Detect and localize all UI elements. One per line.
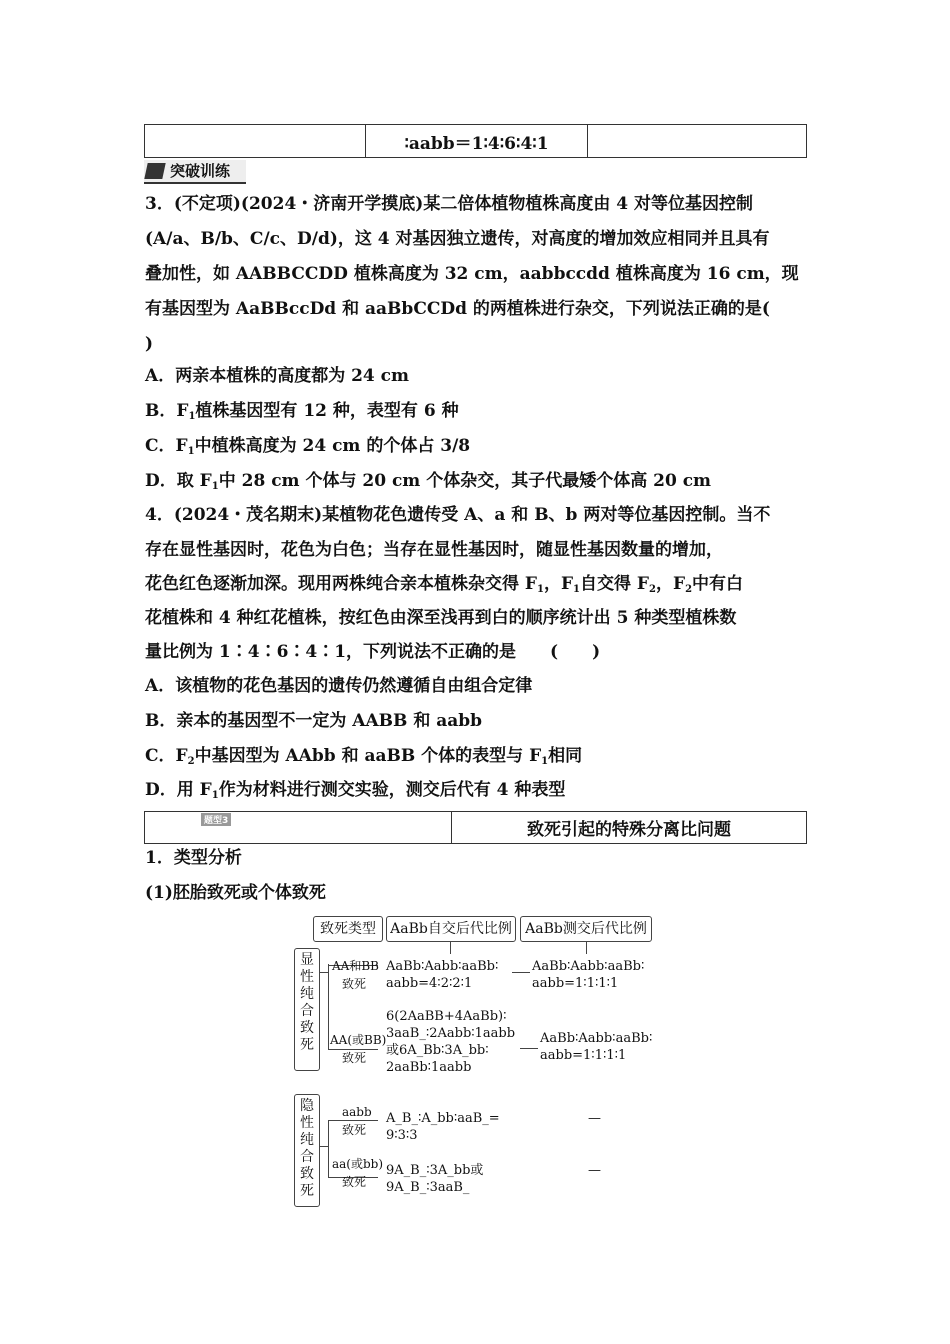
row2-type: AA(或BB) [330, 1033, 387, 1047]
row1-self: AaBb∶Aabb∶aaBb∶ aabb=4∶2∶2∶1 [386, 959, 499, 991]
q3-line: 3．(不定项)(2024・济南开学摸底)某二倍体植物植株高度由 4 对等位基因控制 [145, 194, 753, 214]
arrow-line [520, 1048, 538, 1049]
dominant-lethal-label: 显 性 纯 合 致 死 [294, 948, 320, 1071]
q3-line: (A/a、B/b、C/c、D/d)，这 4 对基因独立遗传，对高度的增加效应相同并且具有 [145, 229, 770, 249]
bracket [328, 1120, 329, 1178]
row4-test: — [588, 1163, 601, 1178]
section-tag: 题型3 [201, 813, 231, 826]
q4-line: 花色红色逐渐加深。现用两株纯合亲本植株杂交得 $F_1$，$F_1$自交得 $F_2$，$F_2$中有白 [145, 574, 744, 595]
recessive-lethal-label: 隐 性 纯 合 致 死 [294, 1094, 320, 1207]
q3-option-b: B．$F_1$植株基因型有 12 种，表型有 6 种 [145, 401, 459, 422]
heading-embryo-lethal: (1)胚胎致死或个体致死 [145, 883, 326, 903]
lethality-diagram [290, 910, 670, 1210]
row4-type: aa(或bb) [332, 1157, 384, 1171]
badge-label: 突破训练 [170, 162, 231, 180]
row2-self: 6(2AaBB+4AaBb)∶ 3aaB_∶2Aabb∶1aabb 或6A_Bb∶3A_bb∶ 2aaBb∶1aabb [386, 1009, 516, 1075]
row1-type-sub: 致死 [342, 977, 367, 991]
q3-option-a: A．两亲本植株的高度都为 24 cm [145, 366, 410, 386]
training-badge [144, 160, 246, 184]
pen-icon [144, 163, 165, 179]
bracket [328, 964, 329, 1050]
arrow-line [450, 942, 451, 954]
q4-option-a: A．该植物的花色基因的遗传仍然遵循自由组合定律 [145, 676, 533, 696]
q4-line: 量比例为 1∶4∶6∶4∶1，下列说法不正确的是 ( ) [145, 642, 601, 662]
q4-option-d: D．用 $F_1$作为材料进行测交实验，测交后代有 4 种表型 [145, 780, 566, 801]
q3-line: 有基因型为 AaBBccDd 和 aaBbCCDd 的两植株进行杂交，下列说法正确的是( [145, 299, 770, 319]
bracket [320, 1146, 328, 1147]
arrow-line [512, 972, 530, 973]
row1-type: AA和BB [332, 959, 379, 973]
q3-line: 叠加性，如 AABBCCDD 植株高度为 32 cm，aabbccdd 植株高度为 16 cm，现 [145, 264, 799, 284]
section-tag-cell [145, 812, 452, 844]
section-title: 致死引起的特殊分离比问题 [452, 812, 807, 844]
heading-type-analysis: 1．类型分析 [145, 848, 242, 868]
row3-self: A_B_∶A_bb∶aaB_= 9∶3∶3 [386, 1111, 500, 1143]
top-table-cell [145, 125, 366, 158]
row4-type-sub: 致死 [342, 1175, 367, 1189]
q4-line: 存在显性基因时，花色为白色；当存在显性基因时，随显性基因数量的增加， [145, 540, 723, 560]
q4-option-b: B．亲本的基因型不一定为 AABB 和 aabb [145, 711, 483, 731]
header-self-ratio: AaBb自交后代比例 [386, 916, 516, 942]
q4-option-c: C．$F_2$中基因型为 AAbb 和 aaBB 个体的表型与 $F_1$相同 [145, 746, 583, 767]
q4-line: 花植株和 4 种红花植株，按红色由深至浅再到白的顺序统计出 5 种类型植株数 [145, 608, 737, 628]
row2-test: AaBb∶Aabb∶aaBb∶ aabb=1∶1∶1∶1 [540, 1031, 653, 1063]
row2-type-sub: 致死 [342, 1051, 367, 1065]
row1-test: AaBb∶Aabb∶aaBb∶ aabb=1∶1∶1∶1 [532, 959, 645, 991]
q3-option-c: C．$F_1$中植株高度为 24 cm 的个体占 3/8 [145, 436, 471, 457]
row4-self: 9A_B_∶3A_bb或 9A_B_∶3aaB_ [386, 1163, 484, 1195]
row3-test: — [588, 1111, 601, 1126]
q4-line: 4．(2024・茂名期末)某植物花色遗传受 A、a 和 B、b 两对等位基因控制。当不 [145, 505, 771, 525]
header-lethal-type: 致死类型 [313, 916, 383, 942]
row3-type-sub: 致死 [342, 1123, 367, 1137]
arrow-line [586, 942, 587, 954]
bracket [320, 972, 328, 973]
q3-option-d: D．取 $F_1$中 28 cm 个体与 20 cm 个体杂交，其子代最矮个体高 20 cm [145, 471, 712, 492]
q3-line: ) [145, 334, 154, 354]
section-header [144, 811, 807, 844]
top-table-cell [588, 125, 807, 158]
header-test-ratio: AaBb测交后代比例 [520, 916, 652, 942]
top-table-cell: ∶aabb＝1∶4∶6∶4∶1 [366, 125, 588, 158]
top-table [144, 124, 807, 158]
row3-type: aabb [342, 1105, 372, 1119]
